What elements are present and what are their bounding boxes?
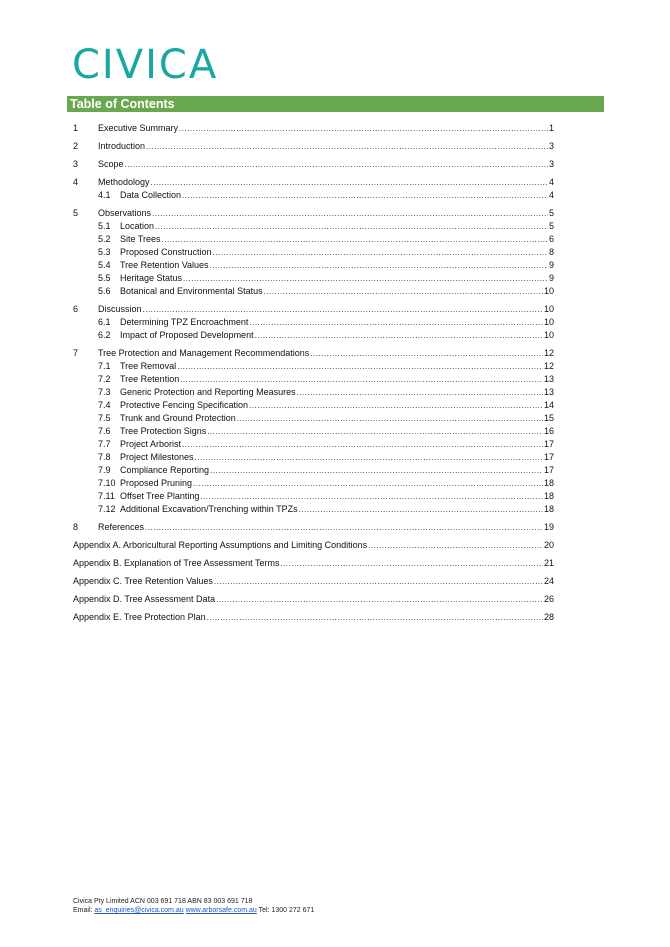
toc-dot-leader	[195, 452, 543, 465]
toc-entry-page-number: 15	[543, 413, 554, 423]
toc-dot-leader	[255, 330, 543, 343]
toc-entry-title: Appendix E. Tree Protection Plan	[73, 612, 206, 622]
toc-entry-page-number: 16	[543, 426, 554, 436]
toc-entry[interactable]	[73, 140, 554, 153]
toc-entry-page-number: 24	[543, 576, 554, 586]
toc-entry-page-number: 6	[548, 234, 554, 244]
toc-dot-leader	[155, 221, 548, 234]
toc-entry-title: Methodology	[98, 177, 150, 187]
toc-entry[interactable]	[73, 122, 554, 135]
toc-entry-title: Appendix B. Explanation of Tree Assessment Terms	[73, 558, 280, 568]
toc-entry-page-number: 18	[543, 504, 554, 514]
toc-entry-number: 7.8	[98, 452, 111, 462]
toc-entry-page-number: 8	[548, 247, 554, 257]
toc-entry-number: 7.9	[98, 465, 111, 475]
toc-entry-title: Project Milestones	[120, 452, 194, 462]
toc-entry[interactable]	[73, 259, 554, 272]
toc-entry-number: 3	[73, 159, 79, 169]
toc-entry-page-number: 3	[548, 159, 554, 169]
toc-dot-leader	[299, 504, 543, 517]
footer-company-line: Civica Pty Limited ACN 003 691 718 ABN 83 003 691 718	[73, 898, 253, 905]
toc-entry[interactable]	[73, 477, 554, 490]
toc-entry[interactable]	[73, 189, 554, 202]
toc-entry[interactable]	[73, 425, 554, 438]
toc-entry-title: Tree Removal	[120, 361, 177, 371]
toc-dot-leader	[182, 190, 548, 203]
toc-entry-title: Tree Protection and Management Recommendations	[98, 348, 310, 358]
toc-entry-title: Observations	[98, 208, 152, 218]
toc-entry-page-number: 9	[548, 260, 554, 270]
toc-entry-title: References	[98, 522, 145, 532]
toc-dot-leader	[200, 491, 543, 504]
toc-entry[interactable]	[73, 399, 554, 412]
toc-entry-number: 5.5	[98, 273, 111, 283]
toc-entry-number: 6.1	[98, 317, 111, 327]
toc-dot-leader	[145, 522, 543, 535]
toc-entry-page-number: 17	[543, 452, 554, 462]
toc-dot-leader	[210, 465, 543, 478]
toc-entry-number: 7.1	[98, 361, 111, 371]
toc-entry-number: 1	[73, 123, 79, 133]
toc-entry-number: 5.4	[98, 260, 111, 270]
toc-entry-title: Proposed Construction	[120, 247, 212, 257]
toc-entry-number: 6.2	[98, 330, 111, 340]
toc-entry-page-number: 9	[548, 273, 554, 283]
toc-entry-page-number: 4	[548, 177, 554, 187]
toc-entry[interactable]	[73, 233, 554, 246]
toc-entry-number: 7.6	[98, 426, 111, 436]
toc-entry-page-number: 10	[543, 330, 554, 340]
toc-entry[interactable]	[73, 373, 554, 386]
toc-entry-page-number: 4	[548, 190, 554, 200]
toc-entry-number: 7.2	[98, 374, 111, 384]
toc-dot-leader	[143, 304, 543, 317]
toc-entry[interactable]	[73, 303, 554, 316]
toc-dot-leader	[180, 374, 543, 387]
toc-entry-title: Proposed Pruning	[120, 478, 193, 488]
toc-entry-number: 7.7	[98, 439, 111, 449]
toc-entry-title: Appendix A. Arboricultural Reporting Assumptions and Limiting Conditions	[73, 540, 368, 550]
toc-dot-leader	[193, 478, 543, 491]
toc-entry-title: Data Collection	[120, 190, 182, 200]
toc-entry[interactable]	[73, 316, 554, 329]
footer-email-label: Email:	[73, 907, 93, 914]
toc-entry-title: Location	[120, 221, 155, 231]
toc-entry-page-number: 5	[548, 221, 554, 231]
toc-dot-leader	[310, 348, 543, 361]
toc-entry-title: Compliance Reporting	[120, 465, 210, 475]
toc-appendix-entry[interactable]	[73, 557, 554, 570]
toc-dot-leader	[177, 361, 543, 374]
toc-entry[interactable]	[73, 412, 554, 425]
toc-entry-title: Impact of Proposed Development	[120, 330, 254, 340]
toc-entry-number: 7.5	[98, 413, 111, 423]
toc-entry[interactable]	[73, 521, 554, 534]
toc-entry-page-number: 13	[543, 374, 554, 384]
toc-entry-title: Tree Retention Values	[120, 260, 209, 270]
toc-dot-leader	[152, 208, 548, 221]
toc-entry-number: 4	[73, 177, 79, 187]
toc-entry[interactable]	[73, 285, 554, 298]
toc-entry[interactable]	[73, 220, 554, 233]
toc-entry-number: 5.3	[98, 247, 111, 257]
toc-appendix-entry[interactable]	[73, 593, 554, 606]
toc-dot-leader	[179, 123, 548, 136]
toc-entry-page-number: 10	[543, 317, 554, 327]
toc-dot-leader	[125, 159, 548, 172]
toc-entry-number: 7.4	[98, 400, 111, 410]
toc-entry-number: 2	[73, 141, 79, 151]
toc-entry[interactable]	[73, 451, 554, 464]
toc-entry[interactable]	[73, 438, 554, 451]
toc-entry-number: 7	[73, 348, 79, 358]
toc-dot-leader	[207, 612, 543, 625]
toc-entry-title: Executive Summary	[98, 123, 179, 133]
toc-dot-leader	[249, 400, 543, 413]
toc-entry-title: Scope	[98, 159, 124, 169]
toc-entry-title: Generic Protection and Reporting Measures	[120, 387, 296, 397]
toc-entry[interactable]	[73, 329, 554, 342]
toc-dot-leader	[210, 260, 548, 273]
toc-entry-page-number: 10	[543, 304, 554, 314]
toc-entry-title: Tree Retention	[120, 374, 180, 384]
toc-entry-page-number: 28	[543, 612, 554, 622]
toc-entry[interactable]	[73, 386, 554, 399]
toc-entry-page-number: 12	[543, 361, 554, 371]
toc-entry-title: Tree Protection Signs	[120, 426, 207, 436]
toc-entry[interactable]	[73, 158, 554, 171]
toc-entry-page-number: 10	[543, 286, 554, 296]
toc-entry-number: 7.3	[98, 387, 111, 397]
toc-entry-number: 5.1	[98, 221, 111, 231]
toc-entry-page-number: 14	[543, 400, 554, 410]
toc-entry[interactable]	[73, 272, 554, 285]
toc-dot-leader	[368, 540, 543, 553]
toc-dot-leader	[213, 247, 548, 260]
footer-email-link[interactable]: as_enquiries@civica.com.au	[94, 907, 184, 914]
toc-dot-leader	[146, 141, 548, 154]
toc-entry[interactable]	[73, 246, 554, 259]
toc-entry[interactable]	[73, 360, 554, 373]
toc-entry-page-number: 19	[543, 522, 554, 532]
toc-entry-number: 7.10	[98, 478, 116, 488]
table-of-contents	[73, 122, 554, 624]
toc-entry-title: Protective Fencing Specification	[120, 400, 249, 410]
toc-entry-number: 8	[73, 522, 79, 532]
toc-dot-leader	[249, 317, 543, 330]
toc-entry[interactable]	[73, 347, 554, 360]
toc-dot-leader	[162, 234, 548, 247]
toc-entry[interactable]	[73, 207, 554, 220]
toc-dot-leader	[264, 286, 543, 299]
toc-entry-page-number: 17	[543, 465, 554, 475]
toc-entry-number: 5	[73, 208, 79, 218]
toc-entry-page-number: 12	[543, 348, 554, 358]
toc-entry-page-number: 5	[548, 208, 554, 218]
toc-entry-title: Introduction	[98, 141, 146, 151]
toc-entry-title: Project Arborist	[120, 439, 182, 449]
toc-entry-number: 5.6	[98, 286, 111, 296]
footer-contact-line	[73, 906, 314, 915]
toc-dot-leader	[280, 558, 543, 571]
footer-website-link[interactable]: www.arborsafe.com.au	[185, 907, 257, 914]
toc-entry[interactable]	[73, 176, 554, 189]
toc-entry[interactable]	[73, 490, 554, 503]
toc-dot-leader	[216, 594, 543, 607]
toc-entry-title: Heritage Status	[120, 273, 183, 283]
toc-entry-number: 6	[73, 304, 79, 314]
toc-dot-leader	[183, 273, 548, 286]
toc-appendix-entry[interactable]	[73, 611, 554, 624]
toc-entry-title: Appendix D. Tree Assessment Data	[73, 594, 216, 604]
toc-dot-leader	[237, 413, 543, 426]
toc-heading: Table of Contents	[67, 96, 604, 112]
toc-entry-page-number: 18	[543, 478, 554, 488]
toc-entry-page-number: 20	[543, 540, 554, 550]
toc-entry-title: Additional Excavation/Trenching within TPZs	[120, 504, 298, 514]
toc-entry-title: Determining TPZ Encroachment	[120, 317, 249, 327]
toc-entry-title: Site Trees	[120, 234, 161, 244]
toc-entry-title: Botanical and Environmental Status	[120, 286, 263, 296]
toc-dot-leader	[297, 387, 543, 400]
toc-entry-title: Appendix C. Tree Retention Values	[73, 576, 213, 586]
footer-telephone: Tel: 1300 272 671	[258, 907, 315, 914]
toc-appendix-entry[interactable]	[73, 575, 554, 588]
toc-entry[interactable]	[73, 503, 554, 516]
toc-entry-page-number: 17	[543, 439, 554, 449]
toc-dot-leader	[214, 576, 543, 589]
toc-entry-page-number: 1	[548, 123, 554, 133]
toc-entry-number: 5.2	[98, 234, 111, 244]
civica-logo: CIVICA	[72, 42, 219, 88]
toc-entry-page-number: 26	[543, 594, 554, 604]
toc-dot-leader	[182, 439, 543, 452]
toc-entry-number: 4.1	[98, 190, 111, 200]
toc-entry-page-number: 13	[543, 387, 554, 397]
toc-entry-title: Discussion	[98, 304, 142, 314]
toc-entry-page-number: 18	[543, 491, 554, 501]
toc-entry-page-number: 21	[543, 558, 554, 568]
toc-dot-leader	[151, 177, 548, 190]
toc-dot-leader	[207, 426, 543, 439]
toc-entry-title: Offset Tree Planting	[120, 491, 200, 501]
toc-entry-number: 7.12	[98, 504, 116, 514]
footer	[73, 897, 314, 915]
toc-entry-number: 7.11	[98, 491, 115, 501]
toc-appendix-entry[interactable]	[73, 539, 554, 552]
toc-entry-page-number: 3	[548, 141, 554, 151]
toc-entry-title: Trunk and Ground Protection	[120, 413, 236, 423]
toc-entry[interactable]	[73, 464, 554, 477]
